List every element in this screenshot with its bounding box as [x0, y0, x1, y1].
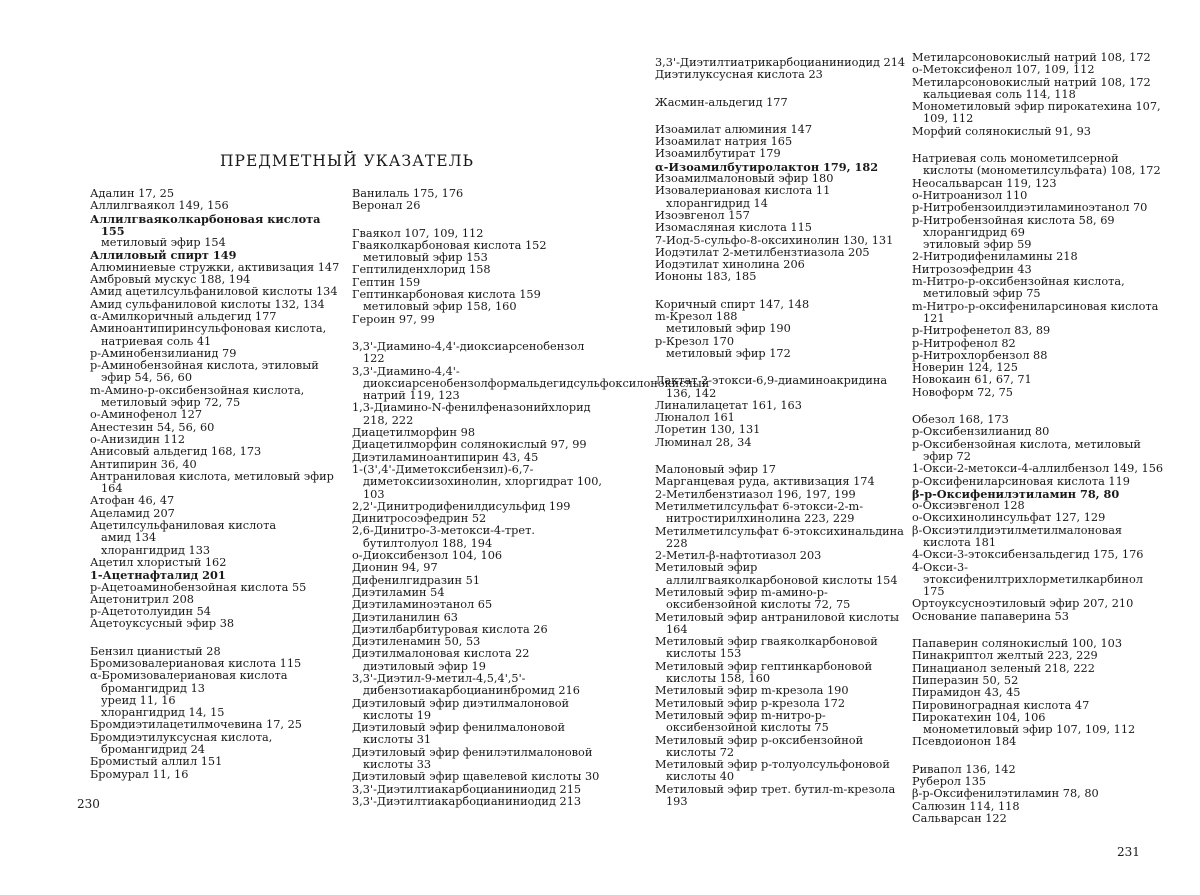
index-entry: Метиловый эфир трет. бутил-m-крезола 193: [655, 782, 896, 809]
index-entry: 2,6-Динитро-3-метокси-4-трет. бутилтолуол 188, 194: [352, 524, 535, 550]
index-entry: Диэтиловый эфир фенилмалоновой кислоты 31: [352, 721, 566, 747]
index-entry: Изовалериановая кислота 11: [655, 184, 831, 198]
index-entry: p-Нитробензойная кислота 58, 69: [912, 213, 1115, 227]
index-entry: Бензил цианистый 28: [90, 644, 221, 658]
index-entry: p-Аминобензилианид 79: [90, 346, 237, 360]
index-entry: Метиловый эфир p-толуолсульфоновой кислоты 40: [655, 758, 890, 784]
index-entry: Адалин 17, 25: [90, 187, 175, 200]
index-entry: Дифенилгидразин 51: [352, 573, 481, 587]
index-entry: Дионин 94, 97: [352, 561, 438, 575]
index-entry: Амбровый мускус 188, 194: [90, 273, 251, 287]
index-entry: Изоамилат алюминия 147: [655, 122, 813, 136]
index-entry: Метиловый эфир гептинкарбоновой кислоты 158, 160: [655, 659, 873, 686]
index-entry: Бромизовалериановая кислота 115: [90, 656, 302, 670]
index-entry: Амид ацетилсульфаниловой кислоты 134: [90, 285, 338, 299]
index-entry: Нитрозоэфедрин 43: [912, 262, 1032, 276]
index-entry: Диэтиловый эфир фенилэтилмалоновой кислоты 33: [352, 745, 593, 772]
index-entry: 2-Метил-β-нафтотиазол 203: [655, 549, 822, 563]
index-entry: Алюминиевые стружки, активизация 147: [90, 260, 340, 274]
index-column-4: [912, 52, 1167, 825]
index-entry: о-Аминофенол 127: [90, 408, 203, 422]
index-entry: Героин 97, 99: [352, 312, 435, 326]
index-entry: Метиловый эфир m-амино-p-оксибензойной кислоты 72, 75: [655, 585, 851, 612]
index-entry: p-Нитрохлорбензол 88: [912, 348, 1048, 362]
index-entry: p-Нитрофенетол 83, 89: [912, 324, 1051, 338]
index-entry: Аллилгваякол 149, 156: [90, 199, 229, 213]
index-entry: 1-Ацетнафталид 201: [90, 568, 226, 583]
index-entry: Иодэтилат хинолина 206: [655, 258, 805, 272]
index-entry: Морфий солянокислый 91, 93: [912, 124, 1091, 138]
index-entry: α-Бромизовалериановая кислота: [90, 669, 288, 683]
index-entry: Гептинкарбоновая кислота 159: [352, 288, 541, 302]
index-entry: Псевдоионон 184: [912, 735, 1017, 749]
page-title: ПРЕДМЕТНЫЙ УКАЗАТЕЛЬ: [220, 152, 474, 170]
index-entry: 3,3'-Диэтил-9-метил-4,5,4',5'-дибензотиакарбоцианинбромид 216: [352, 671, 580, 698]
index-entry: о-Нитроанизол 110: [912, 188, 1028, 202]
index-entry: Изомасляная кислота 115: [655, 221, 812, 235]
index-entry: Диэтиланилин 63: [352, 610, 458, 624]
index-entry: о-Оксихинолинсульфат 127, 129: [912, 511, 1106, 525]
index-entry: Жасмин-альдегид 177: [655, 95, 788, 109]
index-entry: Бромурал 11, 16: [90, 767, 189, 781]
index-entry: m-Нитро-p-оксибензойная кислота, метиловый эфир 75: [912, 275, 1125, 301]
index-entry: 3,3'-Диэтилтиакарбоцианиниодид 215: [352, 782, 582, 796]
index-entry: Метиловый эфир p-оксибензойной кислоты 72: [655, 733, 864, 759]
index-entry: Обезол 168, 173: [912, 413, 1009, 427]
index-entry: Амид сульфаниловой кислоты 132, 134: [90, 297, 325, 311]
index-entry: Динитросоэфедрин 52: [352, 512, 487, 526]
index-entry: Марганцевая руда, активизация 174: [655, 475, 875, 489]
index-entry: Диэтиламиноэтанол 65: [352, 598, 493, 612]
index-entry: Новокаин 61, 67, 71: [912, 373, 1032, 387]
index-entry: Ацетонитрил 208: [90, 592, 194, 606]
index-entry: Диэтиламиноантипирин 43, 45: [352, 450, 539, 464]
index-entry: Изоамилбутират 179: [655, 147, 781, 161]
index-entry: о-Метоксифенол 107, 109, 112: [912, 63, 1095, 77]
index-entry: Метиловый эфир антраниловой кислоты 164: [655, 610, 899, 636]
index-subentry: хлорангидрид 14: [666, 196, 768, 210]
index-entry: Новерин 124, 125: [912, 361, 1018, 375]
index-entry: Изоамилат натрия 165: [655, 135, 793, 149]
index-entry: Аллиловый спирт 149: [90, 248, 237, 263]
index-entry: Диэтилмалоновая кислота 22: [352, 647, 530, 661]
page-number-right: 231: [1117, 845, 1140, 859]
index-entry: Руберол 135: [912, 775, 987, 789]
index-entry: Неосальварсан 119, 123: [912, 176, 1057, 190]
index-column-1: [90, 188, 340, 781]
index-entry: 3,3'-Диамино-4,4'-диоксиарсенобензол 122: [352, 339, 585, 366]
index-entry: Гептилиденхлорид 158: [352, 263, 491, 277]
index-entry: Монометиловый эфир пирокатехина 107, 109, 112: [912, 100, 1161, 126]
index-entry: Пинацианол зеленый 218, 222: [912, 661, 1095, 675]
index-entry: Папаверин солянокислый 100, 103: [912, 637, 1123, 651]
index-subentry: хлорангидрид 14, 15: [101, 706, 225, 720]
index-entry: Диацетилморфин 98: [352, 426, 476, 440]
index-entry: 1-(3',4'-Диметоксибензил)-6,7-диметоксиизохинолин, хлоргидрат 100, 103: [352, 462, 603, 501]
page-number-left: 230: [77, 797, 100, 811]
index-entry: Диэтилуксусная кислота 23: [655, 68, 823, 82]
index-entry: Иононы 183, 185: [655, 270, 757, 284]
index-entry: Новоформ 72, 75: [912, 385, 1013, 399]
index-entry: Ацетилсульфаниловая кислота: [90, 519, 277, 533]
index-entry: Лоретин 130, 131: [655, 423, 761, 437]
index-entry: 4-Окси-3-этоксибензальдегид 175, 176: [912, 548, 1144, 562]
index-subentry: амид 134: [101, 531, 157, 545]
index-subentry: метиловый эфир 153: [363, 251, 488, 265]
index-entry: Линалилацетат 161, 163: [655, 398, 802, 412]
index-entry: Диэтилбарбитуровая кислота 26: [352, 622, 548, 636]
index-entry: p-Ацетоаминобензойная кислота 55: [90, 580, 307, 594]
index-entry: Диэтиламин 54: [352, 585, 445, 599]
index-entry: Диэтиловый эфир щавелевой кислоты 30: [352, 770, 600, 784]
index-entry: α-Амилкоричный альдегид 177: [90, 309, 277, 323]
index-entry: Ацетоуксусный эфир 38: [90, 617, 235, 631]
index-entry: Ацетил хлористый 162: [90, 555, 227, 569]
index-entry: Лактат 2-этокси-6,9-диаминоакридина 136, 142: [655, 374, 888, 400]
index-entry: Метиловый эфир аллилгваяколкарбоновой кислоты 154: [655, 561, 898, 587]
index-entry: Диэтиловый эфир диэтилмалоновой кислоты 19: [352, 696, 570, 722]
index-entry: о-Диоксибензол 104, 106: [352, 549, 503, 563]
index-subentry: кальциевая соль 114, 118: [923, 87, 1076, 101]
index-entry: Пирамидон 43, 45: [912, 686, 1021, 700]
index-subentry: уреид 11, 16: [101, 693, 176, 707]
index-entry: Метиловый эфир гваяколкарбоновой кислоты 153: [655, 635, 878, 661]
index-entry: Ривапол 136, 142: [912, 762, 1016, 776]
index-entry: Гептин 159: [352, 275, 421, 289]
index-entry: Коричный спирт 147, 148: [655, 297, 810, 311]
index-subentry: метиловый эфир 154: [101, 236, 226, 250]
index-entry: Люналол 161: [655, 411, 735, 425]
index-subentry: метиловый эфир 172: [666, 346, 791, 360]
index-entry: Ацеламид 207: [90, 506, 175, 520]
index-entry: β-p-Оксифенилэтиламин 78, 80: [912, 787, 1099, 801]
index-entry: Диацетилморфин солянокислый 97, 99: [352, 438, 587, 452]
index-subentry: метиловый эфир 158, 160: [363, 300, 517, 314]
index-entry: Пировиноградная кислота 47: [912, 698, 1090, 712]
index-entry: 2,2'-Динитродифенилдисульфид 199: [352, 499, 571, 513]
index-entry: Изоэвгенол 157: [655, 208, 750, 222]
index-entry: о-Анизидин 112: [90, 432, 186, 446]
index-subentry: этиловый эфир 59: [923, 238, 1032, 252]
index-entry: p-Оксибензойная кислота, метиловый эфир 72: [912, 437, 1141, 463]
index-entry: Метиловый эфир m-крезола 190: [655, 684, 849, 698]
index-entry: Натриевая соль монометилсерной кислоты (монометилсульфата) 108, 172: [912, 152, 1161, 178]
index-subentry: монометиловый эфир 107, 109, 112: [923, 723, 1136, 737]
index-entry: p-Оксифениларсиновая кислота 119: [912, 474, 1130, 488]
index-entry: p-Нитрофенол 82: [912, 336, 1016, 350]
index-entry: Иодэтилат 2-метилбензтиазола 205: [655, 245, 870, 259]
index-entry: Атофан 46, 47: [90, 494, 175, 508]
index-entry: m-Крезол 188: [655, 310, 738, 324]
index-entry: 1-Окси-2-метокси-4-аллилбензол 149, 156: [912, 462, 1164, 476]
index-entry: Веронал 26: [352, 199, 421, 213]
index-entry: Анестезин 54, 56, 60: [90, 420, 215, 434]
index-entry: Метиловый эфир p-крезола 172: [655, 696, 846, 710]
index-entry: Гваякол 107, 109, 112: [352, 226, 484, 240]
index-column-3: [655, 57, 908, 808]
index-entry: Ванилаль 175, 176: [352, 187, 464, 200]
index-entry: Салюзин 114, 118: [912, 799, 1020, 813]
index-subentry: диэтиловый эфир 19: [363, 659, 486, 673]
index-entry: Метилметилсульфат 6-этокси-2-m-нитростирилхинолина 223, 229: [655, 499, 864, 526]
index-subentry: хлорангидрид 69: [923, 225, 1025, 239]
index-entry: 3,3'-Диэтилтиатрикарбоцианиниодид 214: [655, 56, 906, 69]
index-entry: Антраниловая кислота, метиловый эфир 164: [90, 469, 334, 496]
index-entry: Люминал 28, 34: [655, 435, 752, 449]
index-entry: m-Нитро-p-оксифениларсиновая кислота 121: [912, 299, 1159, 325]
index-entry: о-Оксиэвгенол 128: [912, 499, 1025, 513]
index-entry: p-Крезол 170: [655, 334, 735, 348]
index-subentry: метиловый эфир 190: [666, 322, 791, 336]
index-entry: 4-Окси-3-этоксифенилтрихлорметилкарбинол 175: [912, 560, 1143, 599]
index-entry: p-Нитробензоилдиэтиламиноэтанол 70: [912, 201, 1148, 215]
index-entry: Бромистый аллил 151: [90, 755, 223, 769]
index-entry: Основание папаверина 53: [912, 609, 1069, 623]
index-entry: Ортоуксусноэтиловый эфир 207, 210: [912, 597, 1134, 611]
index-entry: Пинакриптол желтый 223, 229: [912, 649, 1098, 663]
index-entry: 2-Нитродифениламины 218: [912, 250, 1078, 264]
index-entry: Бромдиэтилацетилмочевина 17, 25: [90, 718, 302, 732]
index-entry: Метиларсоновокислый натрий 108, 172: [912, 51, 1151, 64]
index-subentry: хлорангидрид 133: [101, 543, 211, 557]
index-entry: Сальварсан 122: [912, 811, 1007, 825]
index-entry: m-Амино-p-оксибензойная кислота, метиловый эфир 72, 75: [90, 383, 305, 410]
index-entry: Антипирин 36, 40: [90, 457, 197, 471]
index-entry: Аллилгваяколкарбоновая кислота 155: [90, 211, 321, 238]
index-entry: Метиларсоновокислый натрий 108, 172: [912, 75, 1151, 89]
index-entry: 3,3'-Диамино-4,4'-диоксиарсенобензолформальдегидсульфоксилонокислый натрий 119, 123: [352, 364, 710, 403]
index-entry: 7-Иод-5-сульфо-8-оксихинолин 130, 131: [655, 233, 894, 247]
right-page: [600, 0, 1200, 895]
index-entry: Изоамилмалоновый эфир 180: [655, 172, 834, 186]
index-entry: 2-Метилбензтиазол 196, 197, 199: [655, 487, 856, 501]
index-entry: Малоновый эфир 17: [655, 463, 776, 477]
index-entry: β-p-Оксифенилэтиламин 78, 80: [912, 486, 1120, 501]
index-subentry: бромангидрид 13: [101, 681, 205, 695]
index-entry: p-Аминобензойная кислота, этиловый эфир 54, 56, 60: [90, 359, 319, 385]
index-entry: Метилметилсульфат 6-этоксихинальдина 228: [655, 524, 904, 550]
index-entry: β-Оксиэтилдиэтилметилмалоновая кислота 181: [912, 523, 1123, 549]
index-entry: 1,3-Диамино-N-фенилфеназонийхлорид 218, 222: [352, 401, 591, 427]
index-entry: Диэтиленамин 50, 53: [352, 635, 481, 649]
index-entry: p-Ацетотолуидин 54: [90, 605, 211, 619]
index-entry: α-Изоамилбутиролактон 179, 182: [655, 159, 879, 174]
index-entry: Бромдиэтилуксусная кислота, бромангидрид 24: [90, 730, 273, 757]
index-entry: Пирокатехин 104, 106: [912, 710, 1046, 724]
index-entry: Анисовый альдегид 168, 173: [90, 445, 262, 459]
index-entry: 3,3'-Диэтилтиакарбоцианиниодид 213: [352, 794, 582, 808]
index-entry: Гваяколкарбоновая кислота 152: [352, 238, 547, 252]
index-entry: Пиперазин 50, 52: [912, 673, 1019, 687]
index-entry: Аминоантипиринсульфоновая кислота, натриевая соль 41: [90, 322, 327, 348]
index-entry: Метиловый эфир m-нитро-p-оксибензойной кислоты 75: [655, 708, 829, 735]
index-entry: p-Оксибензилианид 80: [912, 425, 1050, 439]
